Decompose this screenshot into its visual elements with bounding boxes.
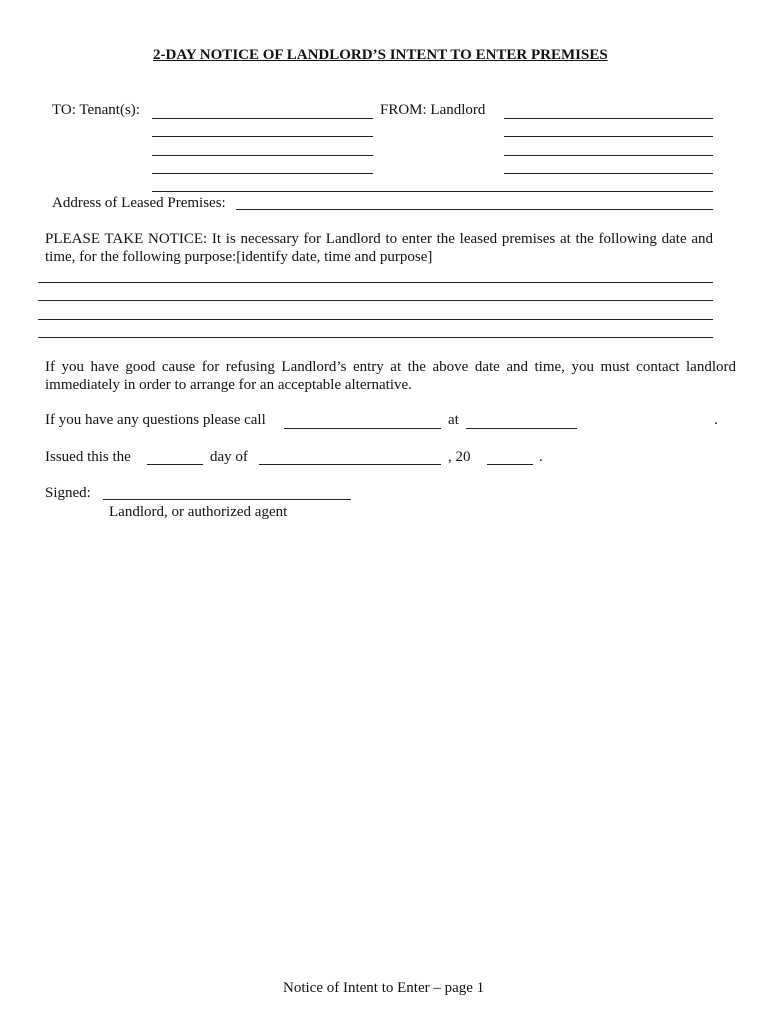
purpose-line-3[interactable] bbox=[38, 319, 713, 320]
page-footer: Notice of Intent to Enter – page 1 bbox=[283, 980, 485, 996]
tenant-name-field-3[interactable] bbox=[152, 155, 373, 156]
issued-month-field[interactable] bbox=[259, 464, 441, 465]
questions-period: . bbox=[714, 412, 718, 428]
landlord-name-field-3[interactable] bbox=[504, 155, 713, 156]
from-landlord-label: FROM: Landlord bbox=[380, 102, 486, 118]
good-cause-paragraph: If you have good cause for refusing Landlord’s entry at the above date and time, you must contact landlord immediately in order to arrange for an acceptable alternative. bbox=[45, 359, 736, 393]
tenant-name-field-2[interactable] bbox=[152, 136, 373, 137]
address-field-top[interactable] bbox=[152, 191, 713, 192]
address-label: Address of Leased Premises: bbox=[52, 195, 226, 211]
issued-year-field[interactable] bbox=[487, 464, 533, 465]
to-tenants-label: TO: Tenant(s): bbox=[52, 102, 140, 118]
landlord-name-field-4[interactable] bbox=[504, 173, 713, 174]
contact-name-field[interactable] bbox=[284, 428, 441, 429]
tenant-name-field-4[interactable] bbox=[152, 173, 373, 174]
issued-label: Issued this the bbox=[45, 449, 131, 465]
notice-paragraph: PLEASE TAKE NOTICE: It is necessary for Landlord to enter the leased premises at the following date and time, for the following purpose:[identify date, time and purpose] bbox=[45, 231, 713, 265]
signed-label: Signed: bbox=[45, 485, 91, 501]
year-prefix-label: , 20 bbox=[448, 449, 471, 465]
issued-day-field[interactable] bbox=[147, 464, 203, 465]
questions-label: If you have any questions please call bbox=[45, 412, 266, 428]
contact-phone-field[interactable] bbox=[466, 428, 577, 429]
address-field[interactable] bbox=[236, 209, 713, 210]
landlord-name-field-1[interactable] bbox=[504, 118, 713, 119]
tenant-name-field-1[interactable] bbox=[152, 118, 373, 119]
signature-field[interactable] bbox=[103, 499, 351, 500]
signer-caption: Landlord, or authorized agent bbox=[109, 504, 288, 520]
purpose-line-4[interactable] bbox=[38, 337, 713, 338]
purpose-line-2[interactable] bbox=[38, 300, 713, 301]
day-of-label: day of bbox=[210, 449, 248, 465]
landlord-name-field-2[interactable] bbox=[504, 136, 713, 137]
document-title: 2-DAY NOTICE OF LANDLORD’S INTENT TO ENTER PREMISES bbox=[153, 47, 608, 63]
issued-period: . bbox=[539, 449, 543, 465]
purpose-line-1[interactable] bbox=[38, 282, 713, 283]
at-label: at bbox=[448, 412, 459, 428]
